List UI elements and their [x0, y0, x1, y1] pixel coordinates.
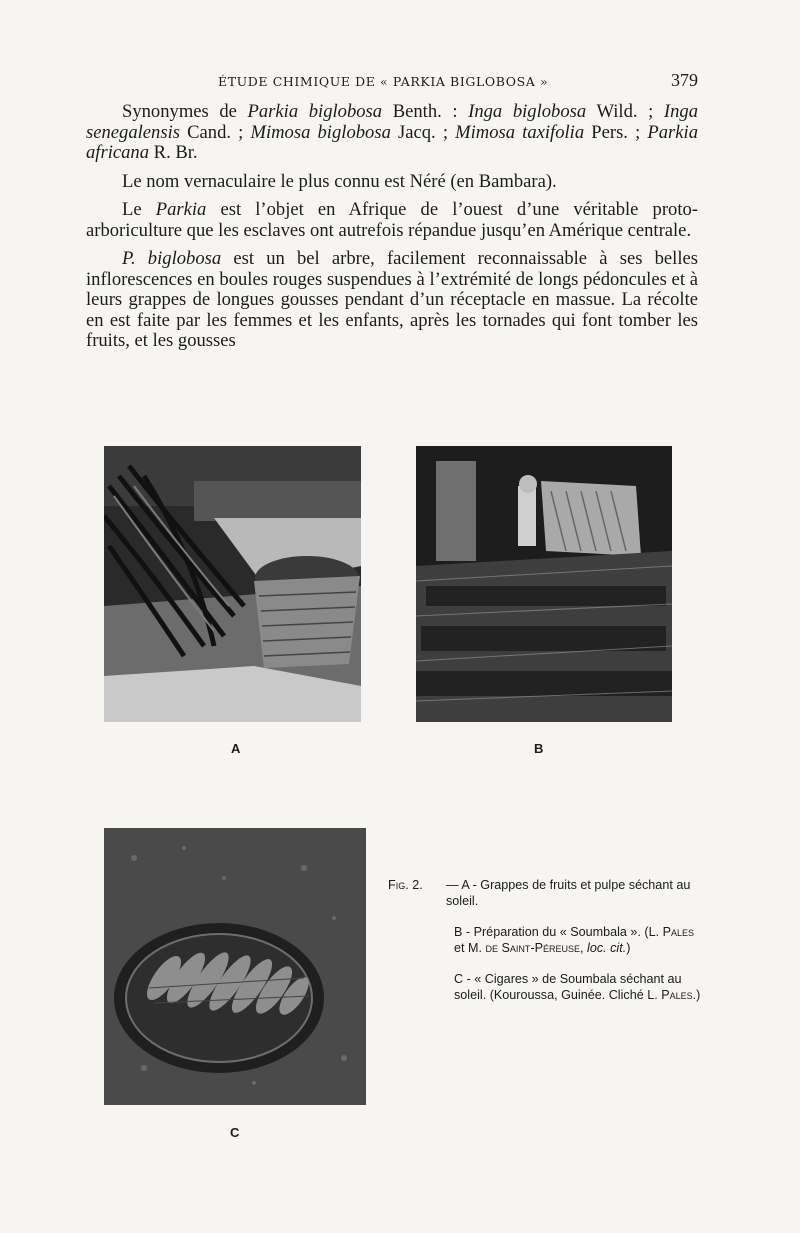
body-text	[86, 102, 698, 360]
photo-a-label: A	[231, 741, 241, 756]
caption-fig-label: Fig. 2.	[388, 878, 423, 892]
caption-item-a	[388, 878, 708, 909]
photo-c-label: C	[230, 1125, 240, 1140]
caption-a-text: — A - Grappes de fruits et pulpe séchant au soleil.	[446, 878, 691, 908]
paragraph-vernacular: Le nom vernaculaire le plus connu est Néré (en Bambara).	[122, 170, 557, 192]
caption-c-text: C - « Cigares » de Soumbala séchant au soleil. (Kouroussa, Guinée. Cliché L. Pales.)	[454, 972, 701, 1002]
running-header	[88, 70, 700, 92]
paragraph-description: P. biglobosa est un bel arbre, facilement reconnaissable à ses belles inflorescences en boules rouges suspendues à l’extrémité de longs pédoncules et à leurs grappes de longues gousses pendant d’un réceptacle en massue. La récolte en est faite par les femmes et les enfants, après les tornades qui font tomber les fruits, et les gousses	[86, 248, 698, 351]
photo-b-label: B	[534, 741, 544, 756]
figure-caption	[388, 878, 708, 1019]
page-number: 379	[671, 70, 698, 90]
caption-item-c	[388, 972, 708, 1003]
photo-c-soumbala-cigars	[104, 828, 366, 1105]
caption-b-text: B - Préparation du « Soumbala ». (L. Pales et M. de Saint-Péreuse, loc. cit.)	[454, 925, 695, 955]
paragraph-synonyms: Synonymes de Parkia biglobosa Benth. : Inga biglobosa Wild. ; Inga senegalensis Cand. ; Mimosa biglobosa Jacq. ; Mimosa taxifolia Pers. ; Parkia africana R. Br.	[86, 101, 698, 163]
paragraph-protoarboriculture: Le Parkia est l’objet en Afrique de l’ouest d’une véritable proto-arboriculture que les esclaves ont autrefois répandue jusqu’en Amérique centrale.	[86, 199, 698, 241]
running-title: ÉTUDE CHIMIQUE DE « PARKIA BIGLOBOSA »	[218, 74, 549, 89]
caption-item-b	[388, 925, 708, 956]
photo-b-soumbala-preparation	[416, 446, 672, 722]
photo-a-pods-basket	[104, 446, 361, 722]
